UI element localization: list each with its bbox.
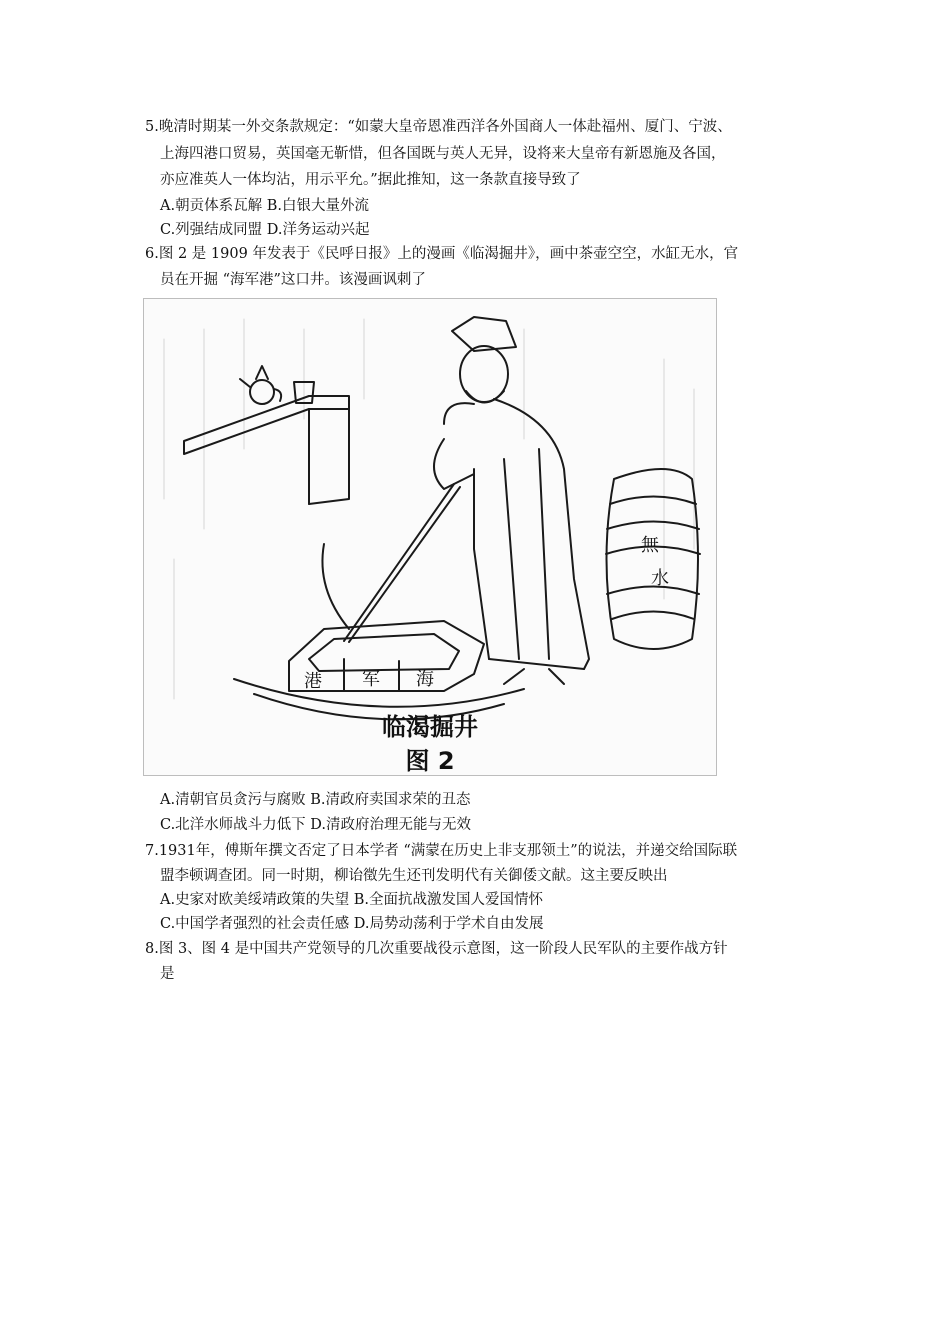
well-char-1: 港 xyxy=(304,671,322,692)
q7-options-cd: C.中国学者强烈的社会责任感 D.局势动荡利于学术自由发展 xyxy=(160,916,544,932)
well-characters xyxy=(304,669,434,692)
q5-options-ab: A.朝贡体系瓦解 B.白银大量外流 xyxy=(160,198,369,214)
figure-label: 图 2 xyxy=(405,747,455,775)
well-char-2: 军 xyxy=(362,669,380,690)
q7-stem-line-1: 7.1931年，傅斯年撰文否定了日本学者 “满蒙在历史上非支那领土”的说法，并递交给国际联 xyxy=(145,843,738,859)
background-texture xyxy=(164,319,694,699)
q6-options-ab: A.清朝官员贪污与腐败 B.清政府卖国求荣的丑态 xyxy=(160,792,471,808)
q8-stem-line-1: 8.图 3、图 4 是中国共产党领导的几次重要战役示意图，这一阶段人民军队的主要作战方针 xyxy=(145,941,728,957)
jar-char-2: 水 xyxy=(651,568,669,589)
figure-title: 临渴掘井 xyxy=(382,713,478,741)
digging-pole xyxy=(322,484,460,642)
table xyxy=(184,396,349,504)
jar-char-1: 無 xyxy=(641,535,659,556)
q6-options-cd: C.北洋水师战斗力低下 D.清政府治理无能与无效 xyxy=(160,817,472,833)
q7-options-ab: A.史家对欧美绥靖政策的失望 B.全面抗战激发国人爱国情怀 xyxy=(160,892,543,908)
q8-stem-line-2: 是 xyxy=(160,966,175,982)
q5-stem-line-1: 5.晚清时期某一外交条款规定：“如蒙大皇帝恩准西洋各外国商人一体赴福州、厦门、宁波、 xyxy=(145,119,732,135)
water-jar xyxy=(606,469,700,649)
cartoon-figure xyxy=(143,298,717,776)
q5-options-cd: C.列强结成同盟 D.洋务运动兴起 xyxy=(160,222,370,238)
teapot-icon xyxy=(240,366,281,404)
well-char-3: 海 xyxy=(416,669,434,690)
q6-stem-line-2: 员在开掘 “海军港”这口井。该漫画讽刺了 xyxy=(160,272,426,288)
cartoon-drawing xyxy=(144,299,716,775)
q6-stem-line-1: 6.图 2 是 1909 年发表于《民呼日报》上的漫画《临渴掘井》，画中茶壶空空，水缸无水，官 xyxy=(145,246,739,262)
q5-stem-line-3: 亦应准英人一体均沾，用示平允。”据此推知，这一条款直接导致了 xyxy=(160,172,581,188)
q5-stem-line-2: 上海四港口贸易，英国毫无靳惜，但各国既与英人无异，设将来大皇帝有新恩施及各国， xyxy=(160,146,726,162)
jar-characters xyxy=(641,535,669,589)
q7-stem-line-2: 盟李顿调查团。同一时期，柳诒徵先生还刊发明代有关御倭文献。这主要反映出 xyxy=(160,868,668,884)
